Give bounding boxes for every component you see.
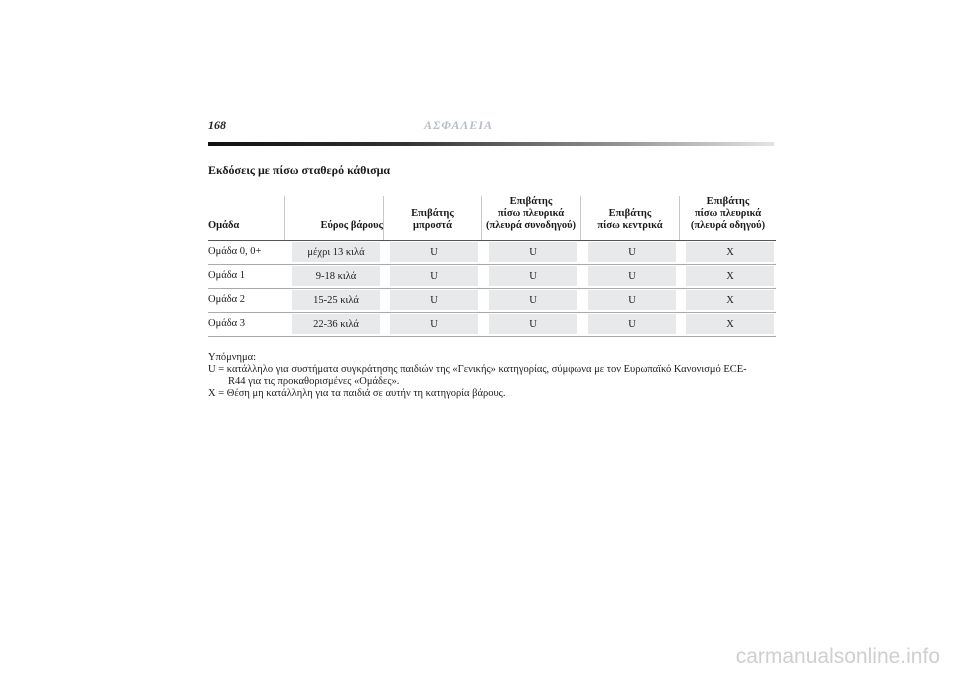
column-header-rear-side-driver: Επιβάτης πίσω πλευρικά (πλευρά οδηγού) [690,196,766,231]
table-cell-weight: 22-36 κιλά [292,314,380,334]
table-cell-front: U [390,266,478,286]
seat-compatibility-table [208,192,776,338]
table-cell-rear-side-driver: X [686,266,774,286]
table-row-rule [208,312,776,313]
table-header-rule [208,240,776,241]
table-cell-rear-center: U [588,314,676,334]
table-cell-front: U [390,314,478,334]
table-row-group-label: Ομάδα 3 [208,318,246,329]
section-heading: Εκδόσεις με πίσω σταθερό κάθισμα [208,163,391,177]
table-row-rule [208,264,776,265]
legend-u-line-continuation: R44 για τις προκαθορισμένες «Ομάδες». [228,376,400,387]
column-separator [284,196,285,240]
header-rule [208,142,774,146]
page-number: 168 [208,118,226,132]
table-cell-front: U [390,290,478,310]
column-header-rear-center: Επιβάτης πίσω κεντρικά [597,208,663,231]
chapter-title: ΑΣΦΑΛΕΙΑ [424,118,494,132]
table-bottom-rule [208,336,776,337]
table-cell-rear-center: U [588,290,676,310]
table-cell-weight: 9-18 κιλά [292,266,380,286]
table-cell-rear-side-passenger: U [489,290,577,310]
table-cell-rear-side-passenger: U [489,242,577,262]
table-cell-rear-center: U [588,266,676,286]
column-header-front-passenger: Επιβάτης μπροστά [411,208,454,231]
table-cell-rear-side-driver: X [686,242,774,262]
table-row-group-label: Ομάδα 1 [208,270,246,281]
table-row-group-label: Ομάδα 0, 0+ [208,246,262,257]
legend-title: Υπόμνημα: [208,352,257,363]
table-cell-rear-side-passenger: U [489,314,577,334]
table-cell-rear-center: U [588,242,676,262]
table-cell-front: U [390,242,478,262]
column-header-group: Ομάδα [208,220,240,231]
watermark: carmanualsonline.info [735,645,940,668]
legend [208,352,778,400]
legend-x-line: X = Θέση μη κατάλληλη για τα παιδιά σε αυτήν τη κατηγορία βάρους. [208,388,506,399]
column-header-rear-side-passenger: Επιβάτης πίσω πλευρικά (πλευρά συνοδηγού) [485,196,577,231]
table-cell-weight: 15-25 κιλά [292,290,380,310]
legend-u-line: U = κατάλληλο για συστήματα συγκράτησης παιδιών της «Γενικής» κατηγορίας, σύμφωνα με τον Ευρωπαϊκό Κανονισμό ECE- [208,364,747,375]
table-row-group-label: Ομάδα 2 [208,294,246,305]
table-cell-rear-side-driver: X [686,314,774,334]
table-row-rule [208,288,776,289]
table-cell-rear-side-passenger: U [489,266,577,286]
table-cell-rear-side-driver: X [686,290,774,310]
table-cell-weight: μέχρι 13 κιλά [292,242,380,262]
column-header-weight: Εύρος βάρους [320,220,383,231]
